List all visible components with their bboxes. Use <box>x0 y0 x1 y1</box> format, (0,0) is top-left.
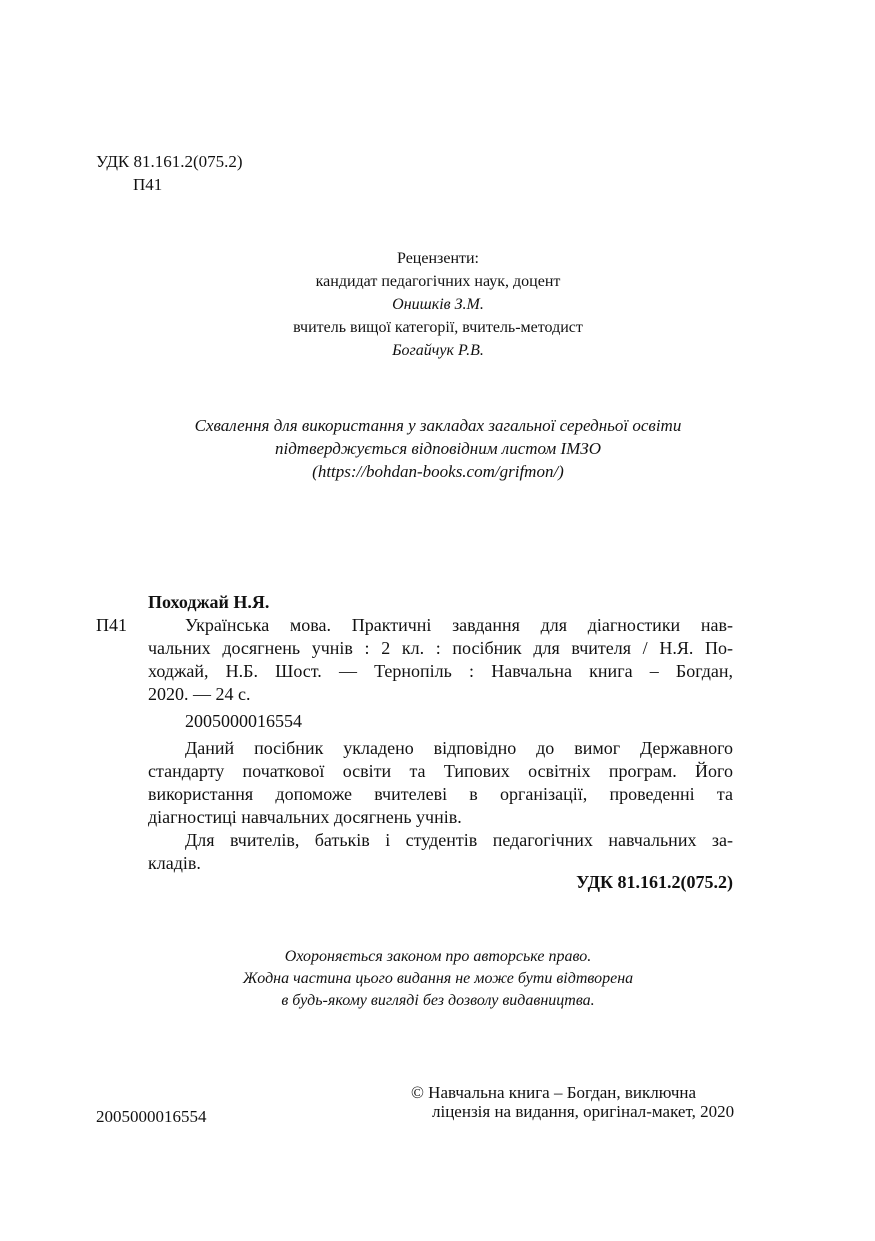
approval-line-1: Схвалення для використання у закладах загальної середньої освіти <box>194 416 682 435</box>
audience-line-1: Для вчителів, батьків і студентів педагогічних навчальних за- <box>185 830 733 850</box>
catalog-author: Походжай Н.Я. <box>148 592 270 612</box>
copyright-notice-line-2: Жодна частина цього видання не може бути відтворена <box>242 970 634 987</box>
catalog-desc-line-3: ходжай, Н.Б. Шост. — Тернопіль : Навчальна книга – Богдан, <box>148 661 733 681</box>
footer-copyright-line-2: ліцензія на видання, оригінал-макет, 2020 <box>432 1102 735 1121</box>
footer-copyright-line-1: © Навчальна книга – Богдан, виключна <box>411 1083 697 1102</box>
annotation-line-1: Даний посібник укладено відповідно до вимог Державного <box>185 738 733 758</box>
reviewer-2-name: Богайчук Р.В. <box>392 342 484 359</box>
annotation-line-2: стандарту початкової освіти та Типових освітніх програм. Його <box>148 761 733 781</box>
copyright-notice-line-1: Охороняється законом про авторське право. <box>284 948 592 965</box>
udk-header: УДК 81.161.2(075.2) <box>96 152 243 171</box>
reviewers-heading: Рецензенти: <box>397 250 479 267</box>
catalog-desc-line-2: чальних досягнень учнів : 2 кл. : посібник для вчителя / Н.Я. По- <box>148 638 733 658</box>
reviewer-1-title: кандидат педагогічних наук, доцент <box>315 273 561 290</box>
approval-line-3: (https://bohdan-books.com/grifmon/) <box>312 462 564 481</box>
catalog-isbn: 2005000016554 <box>185 711 302 731</box>
catalog-desc-line-1: Українська мова. Практичні завдання для діагностики нав- <box>185 615 733 635</box>
catalog-desc-line-4: 2020. — 24 с. <box>148 684 251 704</box>
annotation-line-3: використання допоможе вчителеві в організації, проведенні та <box>148 784 733 804</box>
catalog-udk: УДК 81.161.2(075.2) <box>576 872 733 892</box>
approval-line-2: підтверджується відповідним листом ІМЗО <box>274 439 602 458</box>
catalog-code: П41 <box>96 615 127 635</box>
code-header: П41 <box>133 175 163 194</box>
reviewer-2-title: вчитель вищої категорії, вчитель-методист <box>293 319 583 336</box>
footer-isbn: 2005000016554 <box>96 1107 207 1126</box>
audience-line-2: кладів. <box>148 853 201 873</box>
annotation-line-4: діагностиці навчальних досягнень учнів. <box>148 807 462 827</box>
copyright-notice-line-3: в будь-якому вигляді без дозволу видавництва. <box>281 992 595 1009</box>
reviewer-1-name: Онишків З.М. <box>392 296 484 313</box>
